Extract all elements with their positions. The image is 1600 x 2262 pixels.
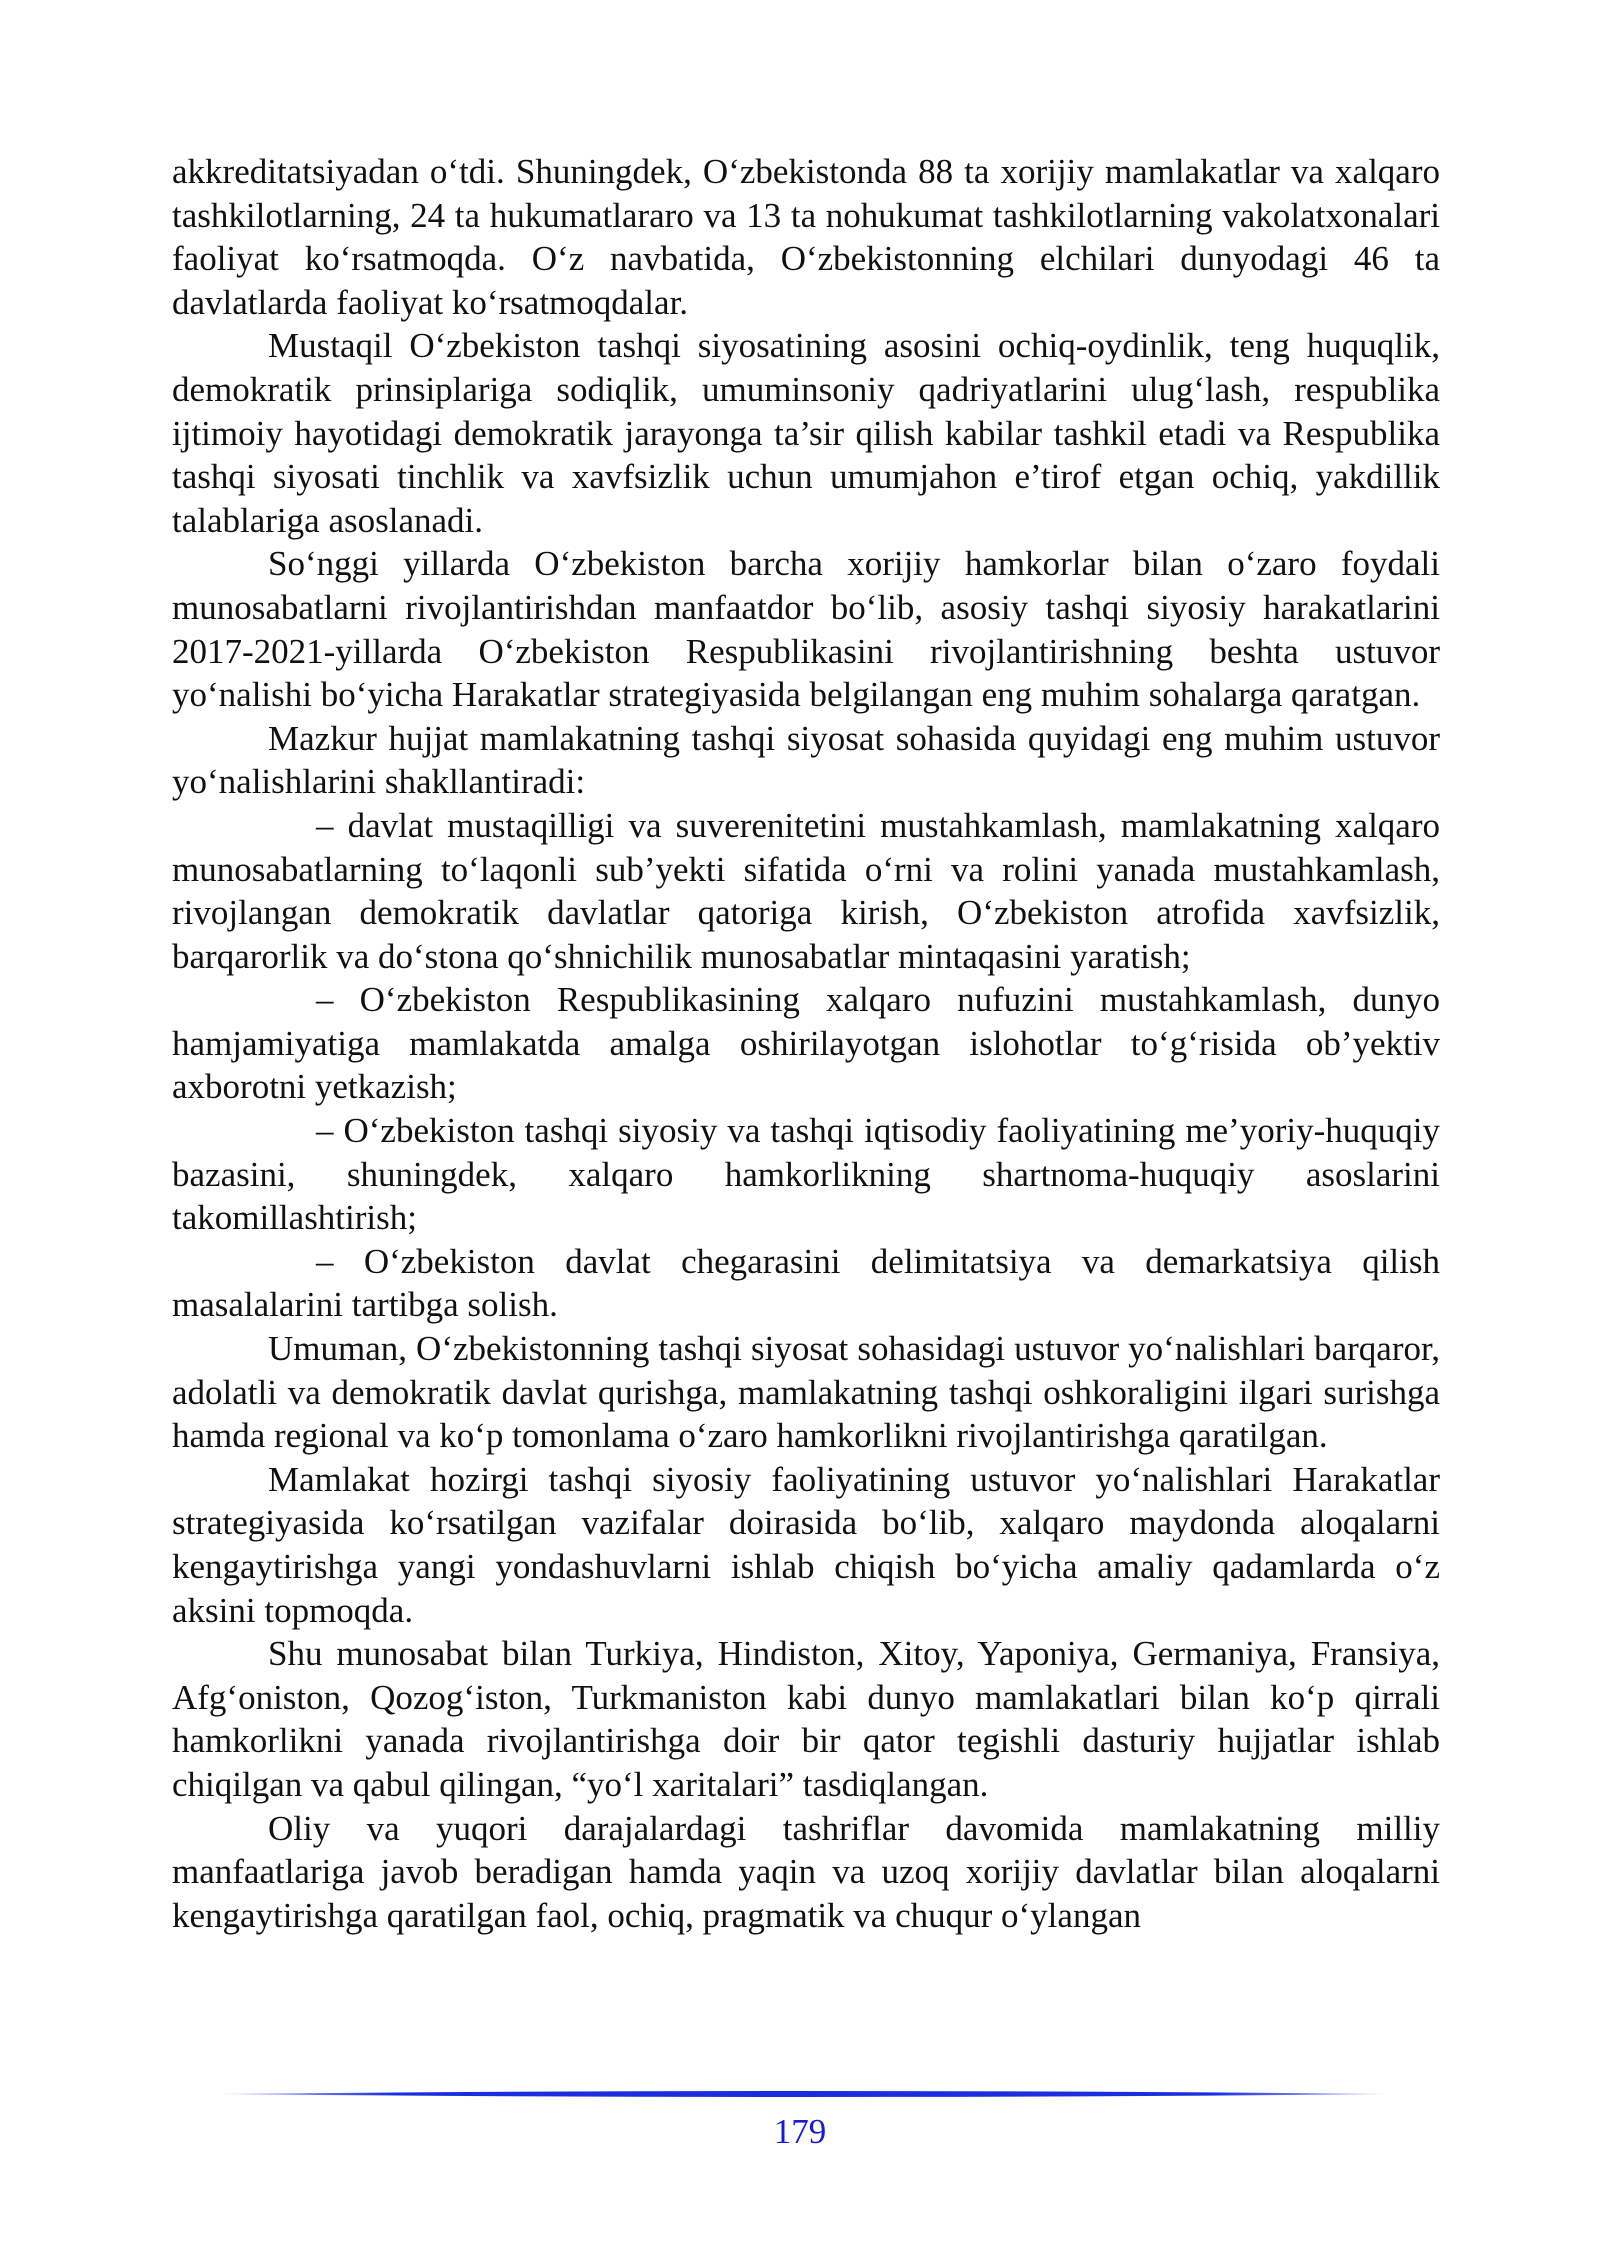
page-number: 179 (773, 2112, 827, 2151)
page-body (172, 150, 1440, 1937)
paragraph: Mamlakat hozirgi tashqi siyosiy faoliyatining ustuvor yo‘nalishlari Harakatlar strategiyasida ko‘rsatilgan vazifalar doirasida bo‘lib, xalqaro maydonda aloqalarni kengaytirishga yangi yondashuvlarni ishlab chiqish bo‘yicha amaliy qadamlarda o‘z aksini topmoqda. (172, 1459, 1440, 1630)
paragraph: Oliy va yuqori darajalardagi tashriflar davomida mamlakatning milliy manfaatlariga javob beradigan hamda yaqin va uzoq xorijiy davlatlar bilan aloqalarni kengaytirishga qaratilgan faol, ochiq, pragmatik va chuqur o‘ylangan (172, 1808, 1440, 1935)
list-item: – davlat mustaqilligi va suverenitetini mustahkamlash, mamlakatning xalqaro munosabatlarning to‘laqonli sub’yekti sifatida o‘rni va rolini yanada mustahkamlash, rivojlangan demokratik davlatlar qatoriga kirish, O‘zbekiston atrofida xavfsizlik, barqarorlik va do‘stona qo‘shnichilik munosabatlar mintaqasini yaratish; (172, 805, 1440, 976)
paragraph: So‘nggi yillarda O‘zbekiston barcha xorijiy hamkorlar bilan o‘zaro foydali munosabatlarni rivojlantirishdan manfaatdor bo‘lib, asosiy tashqi siyosiy harakatlarini 2017-2021-yillarda O‘zbekiston Respublikasini rivojlantirishning beshta ustuvor yo‘nalishi bo‘yicha Harakatlar strategiyasida belgilangan eng muhim sohalarga qaratgan. (172, 544, 1440, 715)
footer-divider (220, 2089, 1388, 2099)
list-item: – O‘zbekiston Respublikasining xalqaro nufuzini mustahkamlash, dunyo hamjamiyatiga mamlakatda amalga oshirilayotgan islohotlar to‘g‘risida ob’yektiv axborotni yetkazish; (172, 980, 1440, 1107)
paragraph: akkreditatsiyadan o‘tdi. Shuningdek, O‘zbekistonda 88 ta xorijiy mamlakatlar va xalqaro tashkilotlarning, 24 ta hukumatlararo va 13 ta nohukumat tashkilotlarning vakolatxonalari faoliyat ko‘rsatmoqda. O‘z navbatida, O‘zbekistonning elchilari dunyodagi 46 ta davlatlarda faoliyat ko‘rsatmoqdalar. (172, 152, 1440, 322)
paragraph: Umuman, O‘zbekistonning tashqi siyosat sohasidagi ustuvor yo‘nalishlari barqaror, adolatli va demokratik davlat qurishga, mamlakatning tashqi oshkoraligini ilgari surishga hamda regional va ko‘p tomonlama o‘zaro hamkorlikni rivojlantirishga qaratilgan. (172, 1329, 1440, 1456)
list-item: – O‘zbekiston davlat chegarasini delimitatsiya va demarkatsiya qilish masalalarini tartibga solish. (172, 1241, 1440, 1325)
paragraph: Mustaqil O‘zbekiston tashqi siyosatining asosini ochiq-oydinlik, teng huquqlik, demokratik prinsiplariga sodiqlik, umuminsoniy qadriyatlarini ulug‘lash, respublika ijtimoiy hayotidagi demokratik jarayonga ta’sir qilish kabilar tashkil etadi va Respublika tashqi siyosati tinchlik va xavfsizlik uchun umumjahon e’tirof etgan ochiq, yakdillik talablariga asoslanadi. (172, 326, 1440, 540)
paragraph: Shu munosabat bilan Turkiya, Hindiston, Xitoy, Yaponiya, Germaniya, Fransiya, Afg‘oniston, Qozog‘iston, Turkmaniston kabi dunyo mamlakatlari bilan ko‘p qirrali hamkorlikni yanada rivojlantirishga doir bir qator tegishli dasturiy hujjatlar ishlab chiqilgan va qabul qilingan, “yo‘l xaritalari” tasdiqlangan. (172, 1634, 1440, 1804)
list-item: – O‘zbekiston tashqi siyosiy va tashqi iqtisodiy faoliyatining me’yoriy-huquqiy bazasini, shuningdek, xalqaro hamkorlikning shartnoma-huquqiy asoslarini takomillashtirish; (172, 1111, 1440, 1238)
paragraph: Mazkur hujjat mamlakatning tashqi siyosat sohasida quyidagi eng muhim ustuvor yo‘nalishlarini shakllantiradi: (172, 718, 1440, 802)
